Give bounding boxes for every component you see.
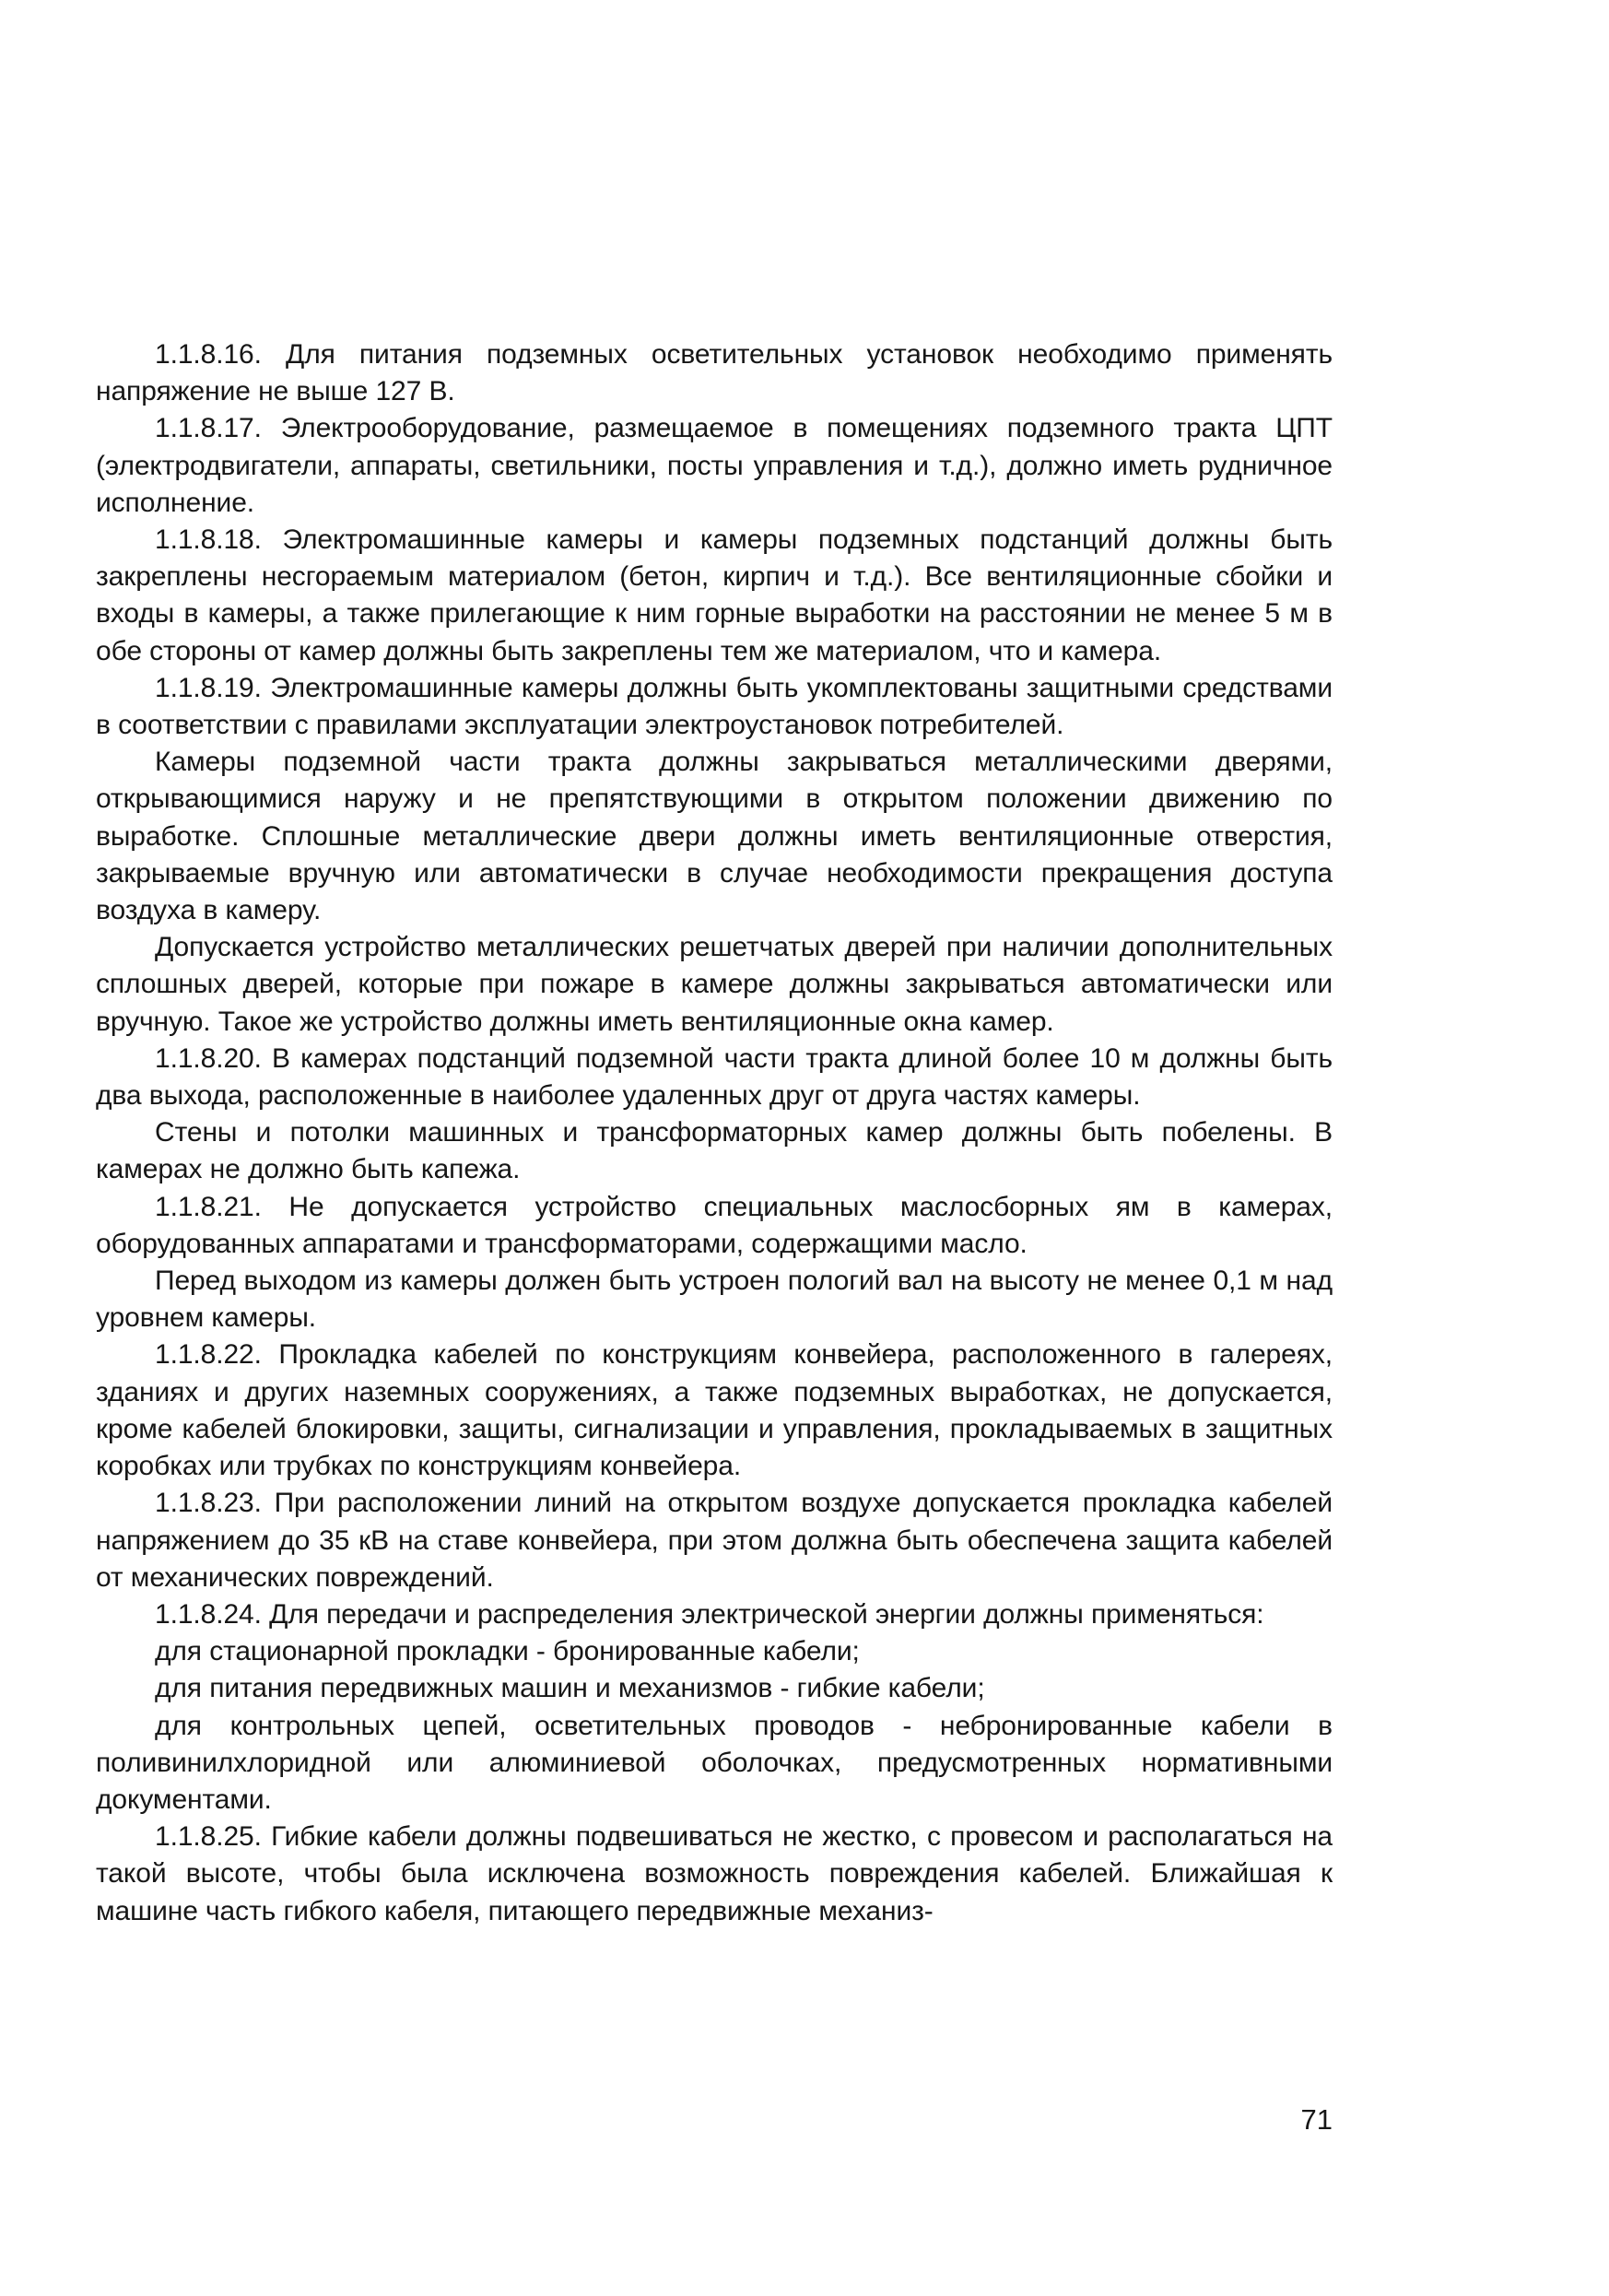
body-text [96, 336, 1333, 1930]
page-number: 71 [1300, 2103, 1333, 2136]
paragraph-1-1-8-18: 1.1.8.18. Электромашинные камеры и камеры подземных подстанций должны быть закреплены несгораемым материалом (бетон, кирпич и т.д.). Все вентиляционные сбойки и входы в камеры, а также прилегающие к ним горные выработки на расстоянии не менее 5 м в обе стороны от камер должны быть закреплены тем же материалом, что и камера. [96, 524, 1333, 666]
paragraph-1-1-8-25: 1.1.8.25. Гибкие кабели должны подвешиваться не жестко, с провесом и располагаться на такой высоте, чтобы была исключена возможность повреждения кабелей. Ближайшая к машине часть гибкого кабеля, питающего передвижные механиз- [96, 1821, 1333, 1926]
paragraph-1-1-8-23: 1.1.8.23. При расположении линий на открытом воздухе допускается прокладка кабелей напряжением до 35 кВ на ставе конвейера, при этом должна быть обеспечена защита кабелей от механических повреждений. [96, 1488, 1333, 1593]
paragraph-1-1-8-20: 1.1.8.20. В камерах подстанций подземной части тракта длиной более 10 м должны быть два выхода, расположенные в наиболее удаленных друг от друга частях камеры. [96, 1042, 1333, 1112]
paragraph-1-1-8-19: 1.1.8.19. Электромашинные камеры должны быть укомплектованы защитными средствами в соответствии с правилами эксплуатации электроустановок потребителей. [96, 672, 1333, 741]
list-item-stationary-cables: для стационарной прокладки - бронированные кабели; [155, 1636, 860, 1667]
paragraph-1-1-8-22: 1.1.8.22. Прокладка кабелей по конструкциям конвейера, расположенного в галереях, зданиях и других наземных сооружениях, а также подземных выработках, не допускается, кроме кабелей блокировки, защиты, сигнализации и управления, прокладываемых в защитных коробках или трубках по конструкциям конвейера. [96, 1339, 1333, 1482]
paragraph-1-1-8-17: 1.1.8.17. Электрооборудование, размещаемое в помещениях подземного тракта ЦПТ (электродвигатели, аппараты, светильники, посты управления и т.д.), должно иметь рудничное исполнение. [96, 413, 1333, 518]
paragraph-1-1-8-21: 1.1.8.21. Не допускается устройство специальных маслосборных ям в камерах, оборудованных аппаратами и трансформаторами, содержащими масло. [96, 1191, 1333, 1259]
paragraph-1-1-8-24: 1.1.8.24. Для передачи и распределения электрической энергии должны применяться: [155, 1598, 1264, 1630]
paragraph-chamber-doors: Камеры подземной части тракта должны закрываться металлическими дверями, открывающимися наружу и не препятствующими в открытом положении движению по выработке. Сплошные металлические двери должны иметь вентиляционные отверстия, закрываемые вручную или автоматически в случае необходимости прекращения доступа воздуха в камеру. [96, 747, 1333, 926]
list-item-flexible-cables: для питания передвижных машин и механизмов - гибкие кабели; [155, 1673, 985, 1704]
paragraph-exit-shaft: Перед выходом из камеры должен быть устроен пологий вал на высоту не менее 0,1 м над уровнем камеры. [96, 1266, 1333, 1334]
list-item-control-circuits: для контрольных цепей, осветительных проводов - небронированные кабели в поливинилхлоридной или алюминиевой оболочках, предусмотренных нормативными документами. [96, 1710, 1333, 1815]
paragraph-lattice-doors: Допускается устройство металлических решетчатых дверей при наличии дополнительных сплошных дверей, которые при пожаре в камере должны закрываться автоматически или вручную. Такое же устройство должны иметь вентиляционные окна камер. [96, 932, 1333, 1037]
paragraph-1-1-8-16: 1.1.8.16. Для питания подземных осветительных установок необходимо применять напряжение не выше 127 В. [96, 339, 1333, 407]
paragraph-walls-ceilings: Стены и потолки машинных и трансформаторных камер должны быть побелены. В камерах не должно быть капежа. [96, 1117, 1333, 1185]
